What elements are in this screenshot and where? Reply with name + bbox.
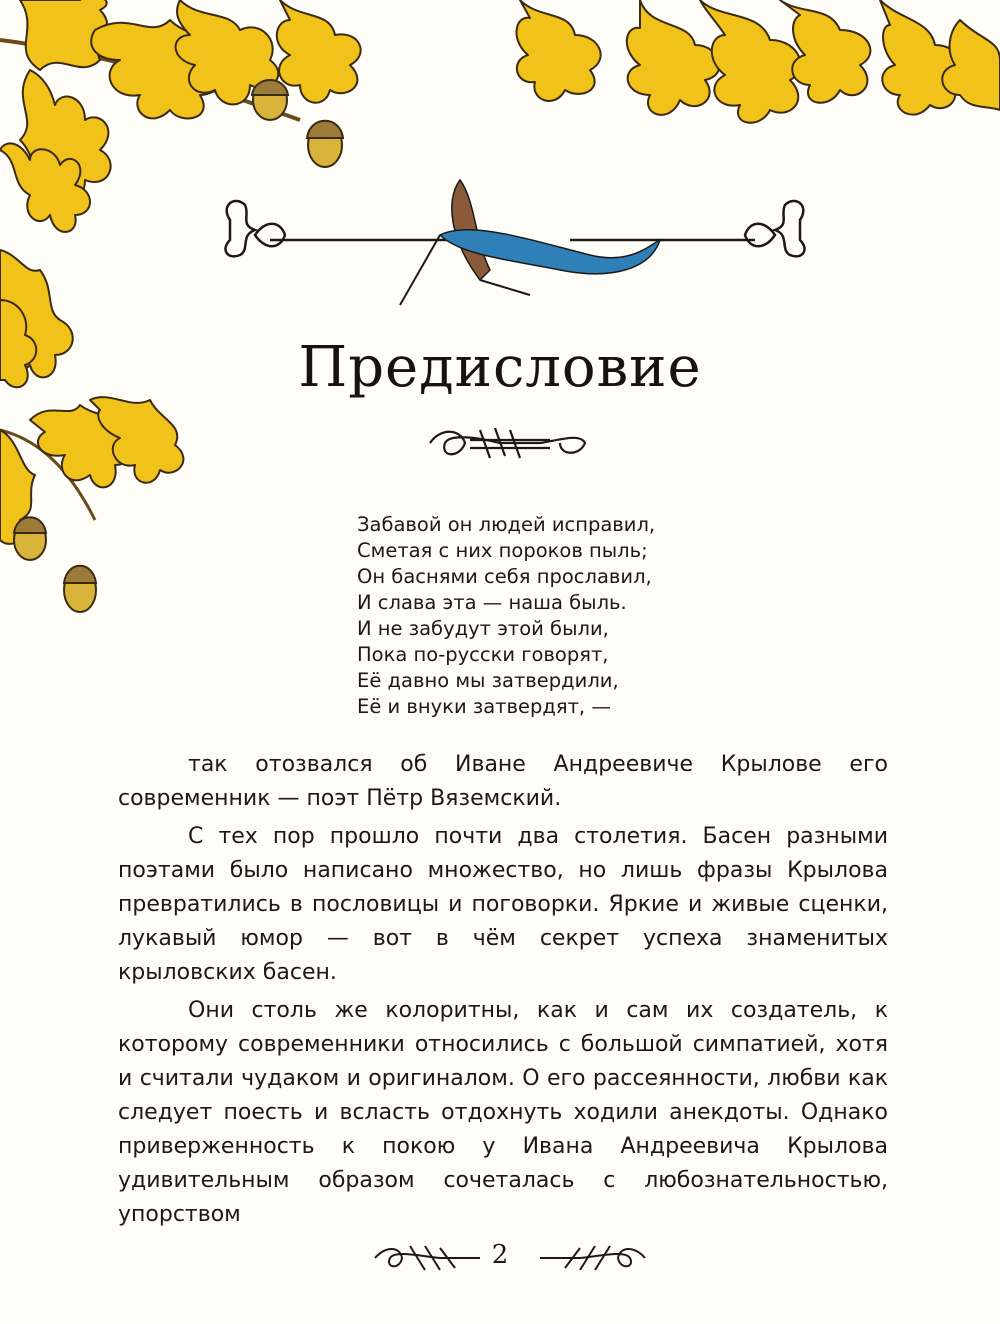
oak-leaf — [277, 0, 361, 103]
poem-line: И не забудут этой были, — [357, 617, 609, 640]
poem-line: Сметая с них пороков пыль; — [357, 539, 648, 562]
poem-line: Забавой он людей исправил, — [357, 513, 656, 536]
oak-leaf — [700, 0, 800, 123]
paragraph: так отозвался об Иване Андреевиче Крылове его современник — поэт Пётр Вяземский. — [118, 752, 888, 811]
poem-line: Пока по-русски говорят, — [357, 643, 609, 666]
oak-leaf — [516, 0, 600, 101]
poem-line: Он баснями себя прославил, — [357, 565, 652, 588]
title-flourish-ornament — [420, 418, 600, 468]
poem-epigraph — [357, 512, 655, 720]
poem-line: Её давно мы затвердили, — [357, 669, 619, 692]
poem-line: Её и внуки затвердят, — — [357, 695, 611, 718]
scroll-flourish — [775, 201, 805, 256]
poem-line: И слава эта — наша быль. — [357, 591, 627, 614]
paragraph: С тех пор прошло почти два столетия. Басен разными поэтами было написано множество, но лишь фразы Крылова превратились в пословицы и поговорки. Яркие и живые сценки, лукавый юмор — вот в чём секрет успеха знаменитых крыловских басен. — [118, 824, 888, 985]
feather-quills-ornament — [210, 160, 820, 320]
oak-leaf — [880, 0, 961, 115]
oak-leaf — [627, 0, 720, 115]
body-text — [118, 748, 888, 1236]
page-title: Предисловие — [298, 335, 702, 400]
page-number: 2 — [491, 1240, 509, 1270]
paragraph: Они столь же колоритны, как и сам их создатель, к которому современники относились с большой симпатией, хотя и считали чудаком и оригиналом. О его рассеянности, любви как следует поесть и всласть отдохнуть ходили анекдоты. Однако приверженность к покою у Ивана Андреевича Крылова удивительным образом сочеталась с любознательностью, упорством — [118, 998, 888, 1227]
scroll-flourish — [225, 201, 255, 256]
